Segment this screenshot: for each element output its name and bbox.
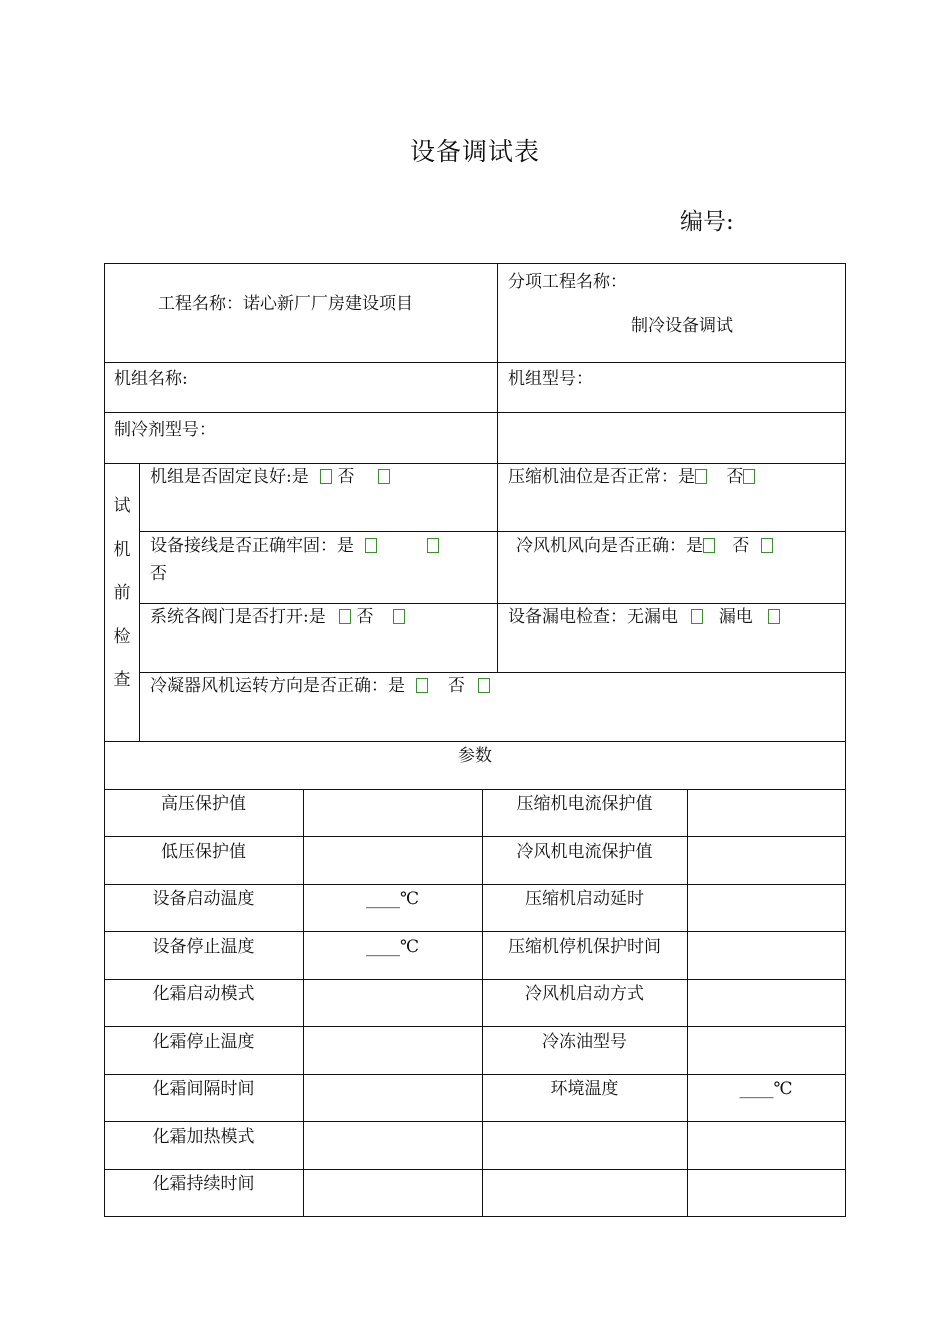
param-label: 化霜启动模式 [152, 984, 255, 1004]
param-label: 压缩机停机保护时间 [508, 937, 661, 957]
check-wiring-no-label: 否 [150, 564, 167, 584]
param-value-temp[interactable]: ____℃ [365, 937, 420, 957]
param-label: 环境温度 [550, 1079, 619, 1099]
param-label: 化霜间隔时间 [152, 1079, 255, 1099]
document-title: 设备调试表 [409, 137, 540, 166]
check-compressor-oil: 压缩机油位是否正常：是 否 [508, 467, 755, 487]
checkbox-leak[interactable] [768, 609, 780, 624]
param-label: 设备启动温度 [152, 889, 255, 909]
project-name: 工程名称：诺心新厂厂房建设项目 [158, 294, 413, 314]
param-label: 化霜持续时间 [152, 1174, 255, 1194]
param-label: 冷冻油型号 [542, 1032, 627, 1052]
check-wiring: 设备接线是否正确牢固：是 [150, 536, 439, 556]
param-label: 压缩机启动延时 [525, 889, 644, 909]
param-value-temp[interactable]: ____℃ [365, 889, 420, 909]
param-label: 冷风机电流保护值 [516, 842, 653, 862]
checkbox-no[interactable] [478, 678, 490, 693]
sub-project-label: 分项工程名称： [508, 272, 627, 292]
params-heading: 参数 [458, 746, 492, 766]
checkbox-yes[interactable] [695, 469, 707, 484]
param-label: 高压保护值 [161, 794, 246, 814]
param-label: 冷风机启动方式 [525, 984, 644, 1004]
checkbox-yes[interactable] [416, 678, 428, 693]
checkbox-yes[interactable] [320, 469, 332, 484]
unit-name-label: 机组名称: [114, 369, 188, 389]
sub-project-value: 制冷设备调试 [631, 316, 733, 336]
refrigerant-label: 制冷剂型号： [114, 420, 216, 440]
checkbox-no[interactable] [393, 609, 405, 624]
param-label: 低压保护值 [161, 842, 246, 862]
checkbox-no[interactable] [378, 469, 390, 484]
check-condenser-fan: 冷凝器风机运转方向是否正确：是 否 [150, 676, 490, 696]
checkbox-yes[interactable] [365, 538, 377, 553]
checkbox-no[interactable] [743, 469, 755, 484]
checkbox-no-leak[interactable] [691, 609, 703, 624]
unit-model-label: 机组型号： [508, 369, 593, 389]
check-fan-direction: 冷风机风向是否正确：是 否 [516, 536, 773, 556]
param-label: 压缩机电流保护值 [516, 794, 653, 814]
checkbox-yes[interactable] [339, 609, 351, 624]
param-label: 化霜加热模式 [152, 1127, 255, 1147]
param-label: 化霜停止温度 [152, 1032, 255, 1052]
param-label: 设备停止温度 [152, 937, 255, 957]
check-leakage: 设备漏电检查：无漏电 漏电 [508, 607, 780, 627]
checkbox-no[interactable] [761, 538, 773, 553]
check-valves-open: 系统各阀门是否打开:是 否 [150, 607, 405, 627]
checkbox-yes[interactable] [703, 538, 715, 553]
checkbox-no[interactable] [427, 538, 439, 553]
serial-number-label: 编号: [680, 209, 734, 235]
param-value-temp[interactable]: ____℃ [739, 1079, 793, 1099]
check-unit-fixed: 机组是否固定良好:是 否 [150, 467, 390, 487]
